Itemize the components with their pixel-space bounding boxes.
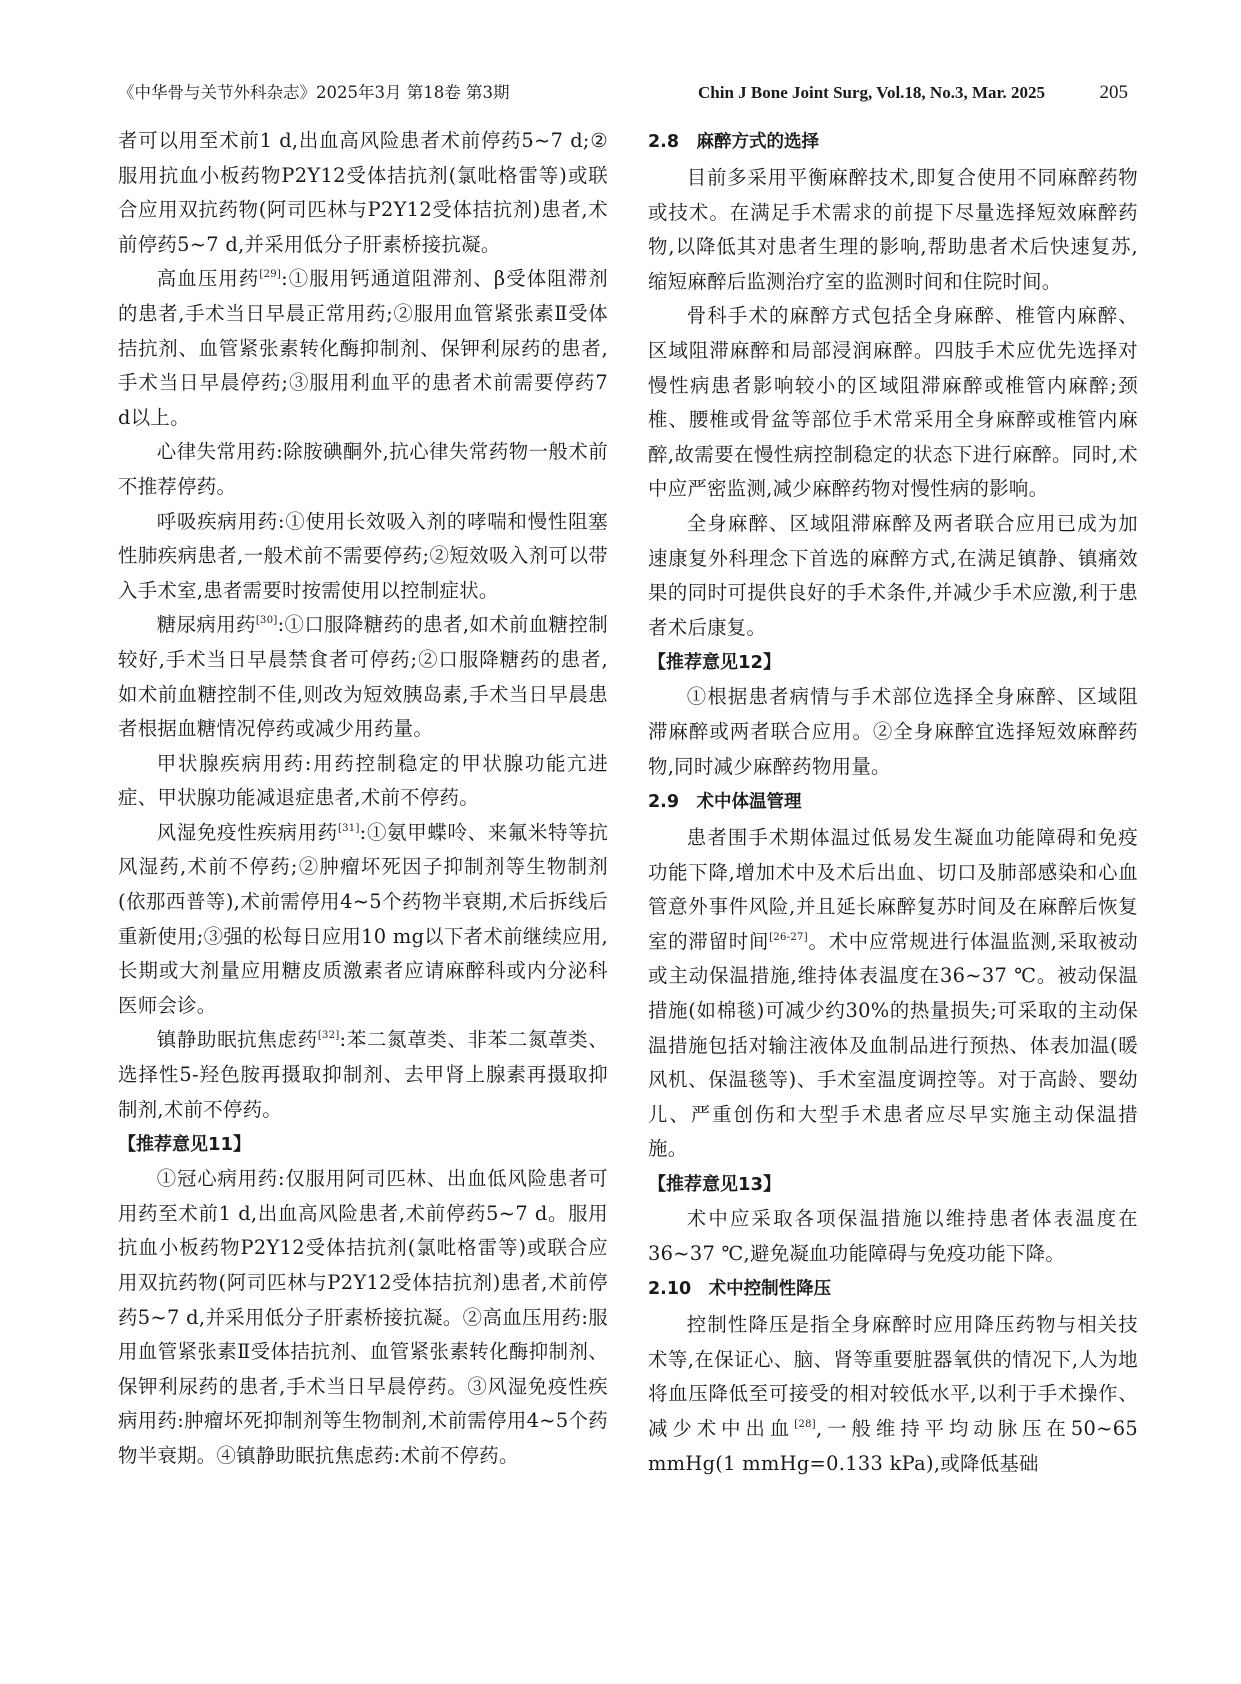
paragraph: 患者围手术期体温过低易发生凝血功能障碍和免疫功能下降,增加术中及术后出血、切口及肺部感染和心血管意外事件风险,并且延长麻醉复苏时间及在麻醉后恢复室的滞留时间[26-27]。术中应常规进行体温监测,采取被动或主动保温措施,维持体表温度在36~37 ℃。被动保温措施(如棉毯)可减少约30%的热量损失;可采取的主动保温措施包括对输注液体及血制品进行预热、体表加温(暖风机、保温毯等)、手术室温度调控等。对于高龄、婴幼儿、严重创伤和大型手术患者应尽早实施主动保温措施。: [648, 826, 1138, 1161]
paragraph: 镇静助眠抗焦虑药[32]:苯二氮䓬类、非苯二氮䓬类、选择性5-羟色胺再摄取抑制剂、去甲肾上腺素再摄取抑制剂,术前不停药。: [118, 1028, 609, 1121]
paragraph: 术中应采取各项保温措施以维持患者体表温度在36~37 ℃,避免凝血功能障碍与免疫功能下降。: [648, 1207, 1138, 1265]
paragraph: ①根据患者病情与手术部位选择全身麻醉、区域阻滞麻醉或两者联合应用。②全身麻醉宜选择短效麻醉药物,同时减少麻醉药物用量。: [648, 685, 1138, 778]
paragraph: 呼吸疾病用药:①使用长效吸入剂的哮喘和慢性阻塞性肺疾病患者,一般术前不需要停药;②短效吸入剂可以带入手术室,患者需要时按需使用以控制症状。: [118, 509, 608, 602]
paragraph: 甲状腺疾病用药:用药控制稳定的甲状腺功能亢进症、甲状腺功能减退症患者,术前不停药。: [118, 751, 608, 810]
recommendation-heading: 【推荐意见12】: [648, 652, 782, 674]
citation: [30]: [255, 615, 278, 627]
left-column: [118, 124, 608, 1474]
section-heading: 2.9 术中体温管理: [648, 792, 802, 813]
paragraph: 骨科手术的麻醉方式包括全身麻醉、椎管内麻醉、区域阻滞麻醉和局部浸润麻醉。四肢手术应优先选择对慢性病患者影响较小的区域阻滞麻醉或椎管内麻醉;颈椎、腰椎或骨盆等部位手术常采用全身麻醉或椎管内麻醉,故需要在慢性病控制稳定的状态下进行麻醉。同时,术中应严密监测,减少麻醉药物对慢性病的影响。: [648, 304, 1138, 501]
paragraph: ①冠心病用药:仅服用阿司匹林、出血低风险患者可用药至术前1 d,出血高风险患者,术前停药5~7 d。服用抗血小板药物P2Y12受体拮抗剂(氯吡格雷等)或联合应用双抗药物(阿司匹林与P2Y12受体拮抗剂)患者,术前停药5~7 d,并采用低分子肝素桥接抗凝。②高血压用药:服用血管紧张素Ⅱ受体拮抗剂、血管紧张素转化酶抑制剂、保钾利尿药的患者,手术当日早晨停药。③风湿免疫性疾病用药:肿瘤坏死抑制剂等生物制剂,术前需停用4~5个药物半衰期。④镇静助眠抗焦虑药:术前不停药。: [118, 1167, 608, 1467]
citation: [26-27]: [769, 931, 808, 943]
paragraph: 心律失常用药:除胺碘酮外,抗心律失常药物一般术前不推荐停药。: [118, 440, 608, 498]
paragraph: 全身麻醉、区域阻滞麻醉及两者联合应用已成为加速康复外科理念下首选的麻醉方式,在满足镇静、镇痛效果的同时可提供良好的手术条件,并减少手术应激,利于患者术后康复。: [648, 511, 1138, 639]
citation: [29]: [259, 269, 282, 281]
journal-title-cn: 《中华骨与关节外科杂志》2025年3月 第18卷 第3期: [118, 83, 510, 102]
citation: [32]: [317, 1030, 340, 1042]
paragraph: 风湿免疫性疾病用药[31]:①氨甲蝶呤、来氟米特等抗风湿药,术前不停药;②肿瘤坏死因子抑制剂等生物制剂(依那西普等),术前需停用4~5个药物半衰期,术后拆线后重新使用;③强的松每日应用10 mg以下者术前继续应用,长期或大剂量应用糖皮质激素者应请麻醉科或内分泌科医师会诊。: [118, 820, 609, 1017]
right-column: [648, 124, 1138, 1481]
paragraph: 者可以用至术前1 d,出血高风险患者术前停药5~7 d;②服用抗血小板药物P2Y12受体拮抗剂(氯吡格雷等)或联合应用双抗药物(阿司匹林与P2Y12受体拮抗剂)患者,术前停药5~7 d,并采用低分子肝素桥接抗凝。: [118, 129, 608, 256]
section-heading: 2.10 术中控制性降压: [648, 1279, 832, 1300]
section-heading: 2.8 麻醉方式的选择: [648, 132, 820, 152]
paragraph: 控制性降压是指全身麻醉时应用降压药物与相关技术等,在保证心、脑、肾等重要脏器氧供的情况下,人为地将血压降低至可接受的相对较低水平,以利于手术操作、减少术中出血[28],一般维持平均动脉压在50~65 mmHg(1 mmHg=0.133 kPa),或降低基础: [648, 1313, 1138, 1475]
page-number: 205: [1099, 82, 1128, 103]
recommendation-heading: 【推荐意见13】: [648, 1174, 782, 1196]
citation: [28]: [794, 1419, 816, 1430]
recommendation-heading: 【推荐意见11】: [118, 1134, 252, 1156]
journal-title-en: Chin J Bone Joint Surg, Vol.18, No.3, Mar. 2025: [698, 83, 1045, 102]
citation: [31]: [337, 822, 360, 834]
paragraph: 目前多采用平衡麻醉技术,即复合使用不同麻醉药物或技术。在满足手术需求的前提下尽量选择短效麻醉药物,以降低其对患者生理的影响,帮助患者术后快速复苏,缩短麻醉后监测治疗室的监测时间和住院时间。: [648, 166, 1138, 293]
running-header: [118, 78, 1128, 108]
paragraph: 糖尿病用药[30]:①口服降糖药的患者,如术前血糖控制较好,手术当日早晨禁食者可停药;②口服降糖药的患者,如术前血糖控制不佳,则改为短效胰岛素,手术当日早晨患者根据血糖情况停药或减少用药量。: [118, 613, 608, 741]
paragraph: 高血压用药[29]:①服用钙通道阻滞剂、β受体阻滞剂的患者,手术当日早晨正常用药;②服用血管紧张素Ⅱ受体拮抗剂、血管紧张素转化酶抑制剂、保钾利尿药的患者,手术当日早晨停药;③服用利血平的患者术前需要停药7 d以上。: [118, 267, 609, 429]
